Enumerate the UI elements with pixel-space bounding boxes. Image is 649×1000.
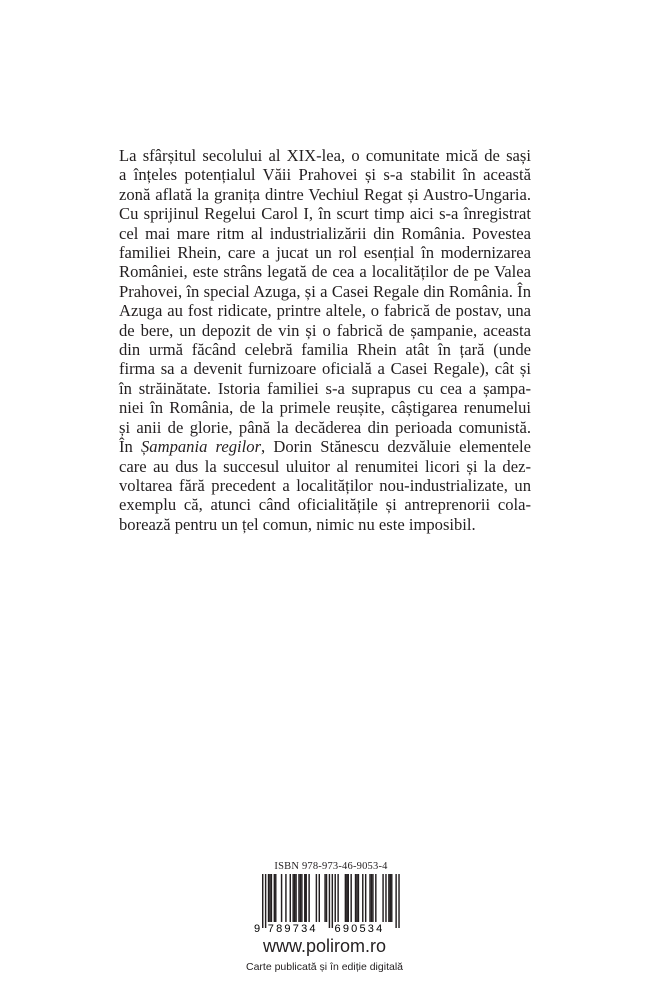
barcode-bar xyxy=(371,874,372,922)
barcode-bar xyxy=(295,874,296,922)
barcode-bar xyxy=(281,874,282,922)
barcode-bar xyxy=(298,874,299,922)
barcode-bar xyxy=(355,874,356,922)
barcode-bar xyxy=(285,874,286,922)
blurb-line: voltarea fără precedent a localităților nou-industrializate, un xyxy=(119,475,531,495)
barcode-bar xyxy=(274,874,275,922)
blurb-text: În xyxy=(119,437,141,457)
barcode-bar xyxy=(335,874,336,922)
barcode-bar xyxy=(398,874,399,928)
blurb-line: zonă aflată la granița dintre Vechiul Regat și Austro-Ungaria. xyxy=(119,184,531,204)
barcode-bar xyxy=(388,874,389,922)
blurb-line: niei în România, de la primele reușite, câștigarea renumelui xyxy=(119,398,531,418)
barcode-bar xyxy=(358,874,359,922)
barcode-bar xyxy=(306,874,307,922)
barcode-bar xyxy=(290,874,291,922)
blurb-line: din urmă făcând celebră familia Rhein atât în țară (unde xyxy=(119,340,531,360)
barcode-bar xyxy=(345,874,346,922)
barcode-bar xyxy=(275,874,276,922)
blurb-line: firma sa a devenit furnizoare oficială a Casei Regale), cât și xyxy=(119,359,531,379)
barcode-bar xyxy=(269,874,270,922)
blurb-line: cel mai mare ritm al industrializării din România. Povestea xyxy=(119,223,531,243)
barcode-bar xyxy=(369,874,370,922)
barcode-bar xyxy=(391,874,392,922)
blurb-line: în străinătate. Istoria familiei s-a suprapus cu cea a șampa- xyxy=(119,378,531,398)
barcode-bar xyxy=(329,874,330,928)
blurb-line: Cu sprijinul Regelui Carol I, în scurt timp aici s-a înregistrat xyxy=(119,204,531,224)
publisher-website[interactable]: www.polirom.ro xyxy=(262,936,387,956)
barcode-digits: 9 xyxy=(254,923,263,934)
barcode-bar xyxy=(337,874,338,922)
back-cover-blurb xyxy=(119,146,531,534)
barcode-bar xyxy=(324,874,325,922)
barcode-bar xyxy=(268,874,269,922)
blurb-line: a înțeles potențialul Văii Prahovei și s-a stabilit în această xyxy=(119,165,531,185)
blurb-line: Azuga au fost ridicate, printre altele, o fabrică de postav, una xyxy=(119,301,531,321)
barcode-digits: 789734 xyxy=(267,923,318,934)
blurb-line: care au dus la succesul uluitor al renumitei licori și la dez- xyxy=(119,456,531,476)
blurb-line: Prahovei, în special Azuga, și a Casei Regale din România. În xyxy=(119,281,531,301)
barcode-bar xyxy=(382,874,383,922)
barcode-bar xyxy=(362,874,363,922)
barcode-bar xyxy=(304,874,305,922)
barcode-bar xyxy=(308,874,309,922)
barcode-bar xyxy=(375,874,376,922)
blurb-line xyxy=(119,437,531,456)
book-title-italic: Șampania regilor xyxy=(141,437,262,457)
barcode-bar xyxy=(262,874,263,928)
barcode-bar xyxy=(292,874,293,922)
blurb-line: familiei Rhein, care a jucat un rol esențial în modernizarea xyxy=(119,243,531,263)
blurb-line: exemplu că, atunci când oficialitățile și antreprenorii cola- xyxy=(119,495,531,515)
barcode-bar xyxy=(319,874,320,922)
barcode-digits: 690534 xyxy=(334,923,385,934)
isbn-barcode xyxy=(252,874,412,934)
barcode-bar xyxy=(390,874,391,922)
barcode-bar xyxy=(365,874,366,922)
blurb-line: La sfârșitul secolului al XIX-lea, o comunitate mică de sași xyxy=(119,146,531,165)
barcode-bar xyxy=(301,874,302,922)
barcode-bar xyxy=(332,874,333,928)
blurb-line: României, este strâns legată de cea a localităților de pe Valea xyxy=(119,262,531,282)
barcode-bar xyxy=(294,874,295,922)
barcode-bar xyxy=(348,874,349,922)
blurb-text: , Dorin Stănescu dezvăluie elementele xyxy=(261,437,531,457)
blurb-line: de bere, un depozit de vin și o fabrică de șampanie, aceasta xyxy=(119,320,531,340)
barcode-bar xyxy=(346,874,347,922)
isbn-label: ISBN 978-973-46-9053-4 xyxy=(274,861,388,872)
barcode-bar xyxy=(372,874,373,922)
barcode-bar xyxy=(356,874,357,922)
barcode-bar xyxy=(395,874,396,928)
barcode-bar xyxy=(316,874,317,922)
digital-edition-note: Carte publicată și în ediție digitală xyxy=(245,961,403,973)
barcode-bar xyxy=(271,874,272,922)
barcode-bar xyxy=(385,874,386,922)
blurb-line: și anii de glorie, până la decăderea din perioada comunistă. xyxy=(119,417,531,437)
barcode-bar xyxy=(300,874,301,922)
barcode-bar xyxy=(265,874,266,928)
blurb-line: borează pentru un țel comun, nimic nu este imposibil. xyxy=(119,514,476,534)
barcode-bar xyxy=(350,874,351,922)
barcode-bar xyxy=(326,874,327,922)
